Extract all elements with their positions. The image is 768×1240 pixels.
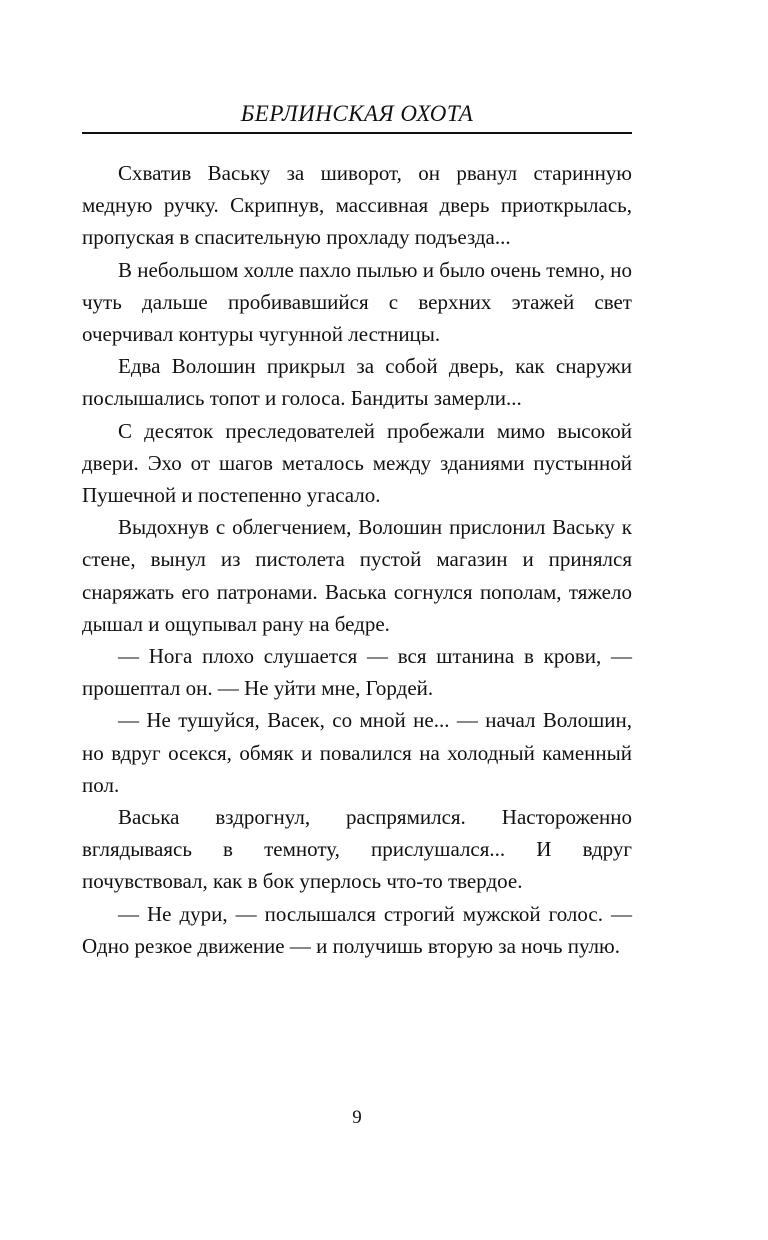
running-title: БЕРЛИНСКАЯ ОХОТА	[240, 101, 474, 126]
paragraph: Васька вздрогнул, распрямился. Настороженно вглядываясь в темноту, прислушался... И вдруг почувствовал, как в бок уперлось что-то твердое.	[82, 805, 632, 894]
body-text	[82, 157, 632, 962]
paragraph: — Не дури, — послышался строгий мужской голос. — Одно резкое движение — и получишь вторую за ночь пулю.	[82, 901, 632, 958]
paragraph: Выдохнув с облегчением, Волошин прислонил Ваську к стене, вынул из пистолета пустой магазин и принялся снаряжать его патронами. Васька согнулся пополам, тяжело дышал и ощупывал рану на бедре.	[82, 515, 632, 636]
header-rule	[82, 132, 632, 134]
paragraph: — Не тушуйся, Васек, со мной не... — начал Волошин, но вдруг осекся, обмяк и повалился на холодный каменный пол.	[82, 708, 632, 797]
paragraph: В небольшом холле пахло пылью и было очень темно, но чуть дальше пробивавшийся с верхних этажей свет очерчивал контуры чугунной лестницы.	[82, 257, 632, 347]
paragraph: Едва Волошин прикрыл за собой дверь, как снаружи послышались топот и голоса. Бандиты замерли...	[82, 354, 632, 411]
paragraph: — Нога плохо слушается — вся штанина в крови, — прошептал он. — Не уйти мне, Гордей.	[82, 644, 632, 701]
page-number: 9	[352, 1107, 362, 1128]
paragraph: Схватив Ваську за шиворот, он рванул старинную медную ручку. Скрипнув, массивная дверь приоткрылась, пропуская в спасительную прохладу подъезда...	[82, 161, 632, 250]
paragraph: С десяток преследователей пробежали мимо высокой двери. Эхо от шагов металось между зданиями пустынной Пушечной и постепенно угасало.	[82, 418, 632, 508]
